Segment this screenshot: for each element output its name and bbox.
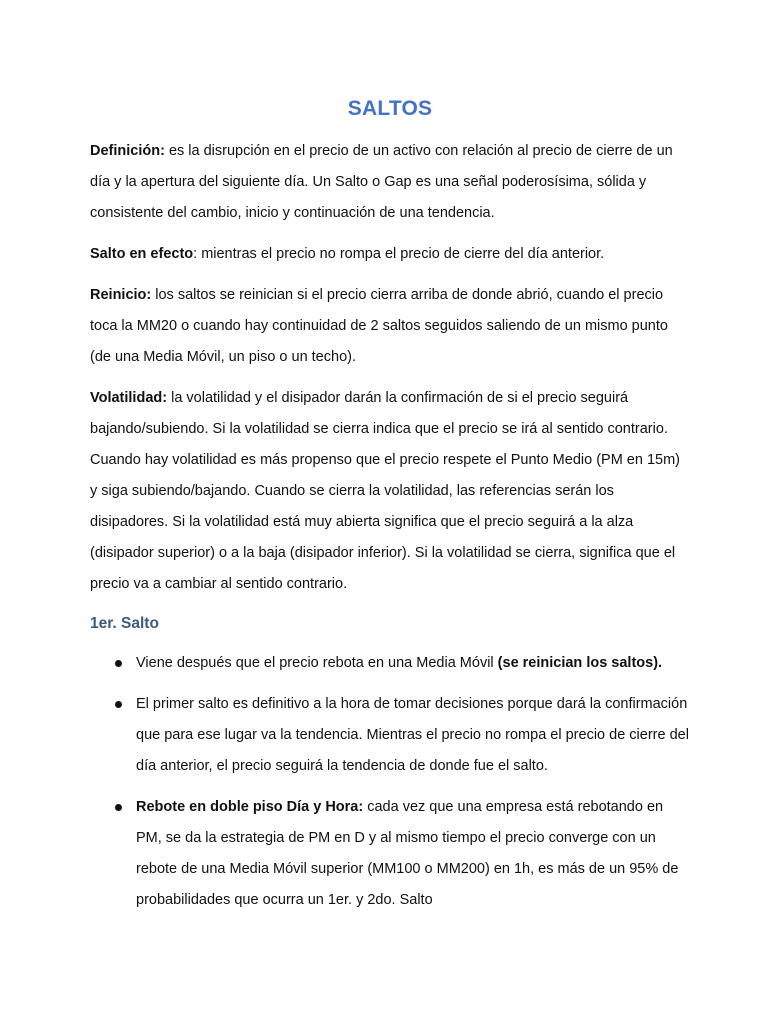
list-item: [90, 689, 690, 782]
definition-paragraph: [90, 136, 690, 229]
volatilidad-paragraph: [90, 383, 690, 600]
bullet-icon: [115, 701, 122, 708]
list-item: [90, 792, 690, 916]
salto-en-efecto-paragraph: [90, 239, 690, 270]
reinicio-text: los saltos se reinician si el precio cierra arriba de donde abrió, cuando el precio toca la MM20 o cuando hay continuidad de 2 saltos seguidos saliendo de un mismo punto (de una Media Móvil, un piso o un techo).: [90, 287, 668, 365]
bullet-bold-suffix: (se reinician los saltos).: [497, 655, 663, 671]
document-body: [90, 94, 690, 926]
reinicio-paragraph: [90, 280, 690, 373]
bullet-icon: [115, 660, 122, 667]
salto-en-efecto-text: : mientras el precio no rompa el precio de cierre del día anterior.: [193, 246, 605, 262]
bullet-bold-prefix: Rebote en doble piso Día y Hora:: [136, 799, 364, 815]
definition-term: Definición:: [90, 143, 165, 159]
bullet-text: Viene después que el precio rebota en una Media Móvil: [136, 655, 498, 671]
volatilidad-term: Volatilidad:: [90, 390, 168, 406]
definition-text: es la disrupción en el precio de un activo con relación al precio de cierre de un día y la apertura del siguiente día. Un Salto o Gap es una señal poderosísima, sólida y consistente del cambio, inicio y continuación de una tendencia.: [90, 143, 673, 221]
bullet-list: [90, 648, 690, 916]
section-heading: 1er. Salto: [90, 615, 159, 632]
reinicio-term: Reinicio:: [90, 287, 152, 303]
salto-en-efecto-term: Salto en efecto: [90, 246, 194, 262]
bullet-icon: [115, 804, 122, 811]
volatilidad-text: la volatilidad y el disipador darán la confirmación de si el precio seguirá bajando/subiendo. Si la volatilidad se cierra indica que el precio se irá al sentido contrario. Cuando hay volatilidad es más propenso que el precio respete el Punto Medio (PM en 15m) y siga subiendo/bajando. Cuando se cierra la volatilidad, las referencias serán los disipadores. Si la volatilidad está muy abierta significa que el precio seguirá a la alza (disipador superior) o a la baja (disipador inferior). Si la volatilidad se cierra, significa que el precio va a cambiar al sentido contrario.: [90, 390, 681, 592]
bullet-text: cada vez que una empresa está rebotando en PM, se da la estrategia de PM en D y al mismo tiempo el precio converge con un rebote de una Media Móvil superior (MM100 o MM200) en 1h, es más de un 95% de probabilidades que ocurra un 1er. y 2do. Salto: [136, 799, 679, 908]
page-title: SALTOS: [347, 97, 433, 120]
list-item: [90, 648, 690, 679]
bullet-text: El primer salto es definitivo a la hora de tomar decisiones porque dará la confirmación que para ese lugar va la tendencia. Mientras el precio no rompa el precio de cierre del día anterior, el precio seguirá la tendencia de donde fue el salto.: [136, 696, 689, 774]
